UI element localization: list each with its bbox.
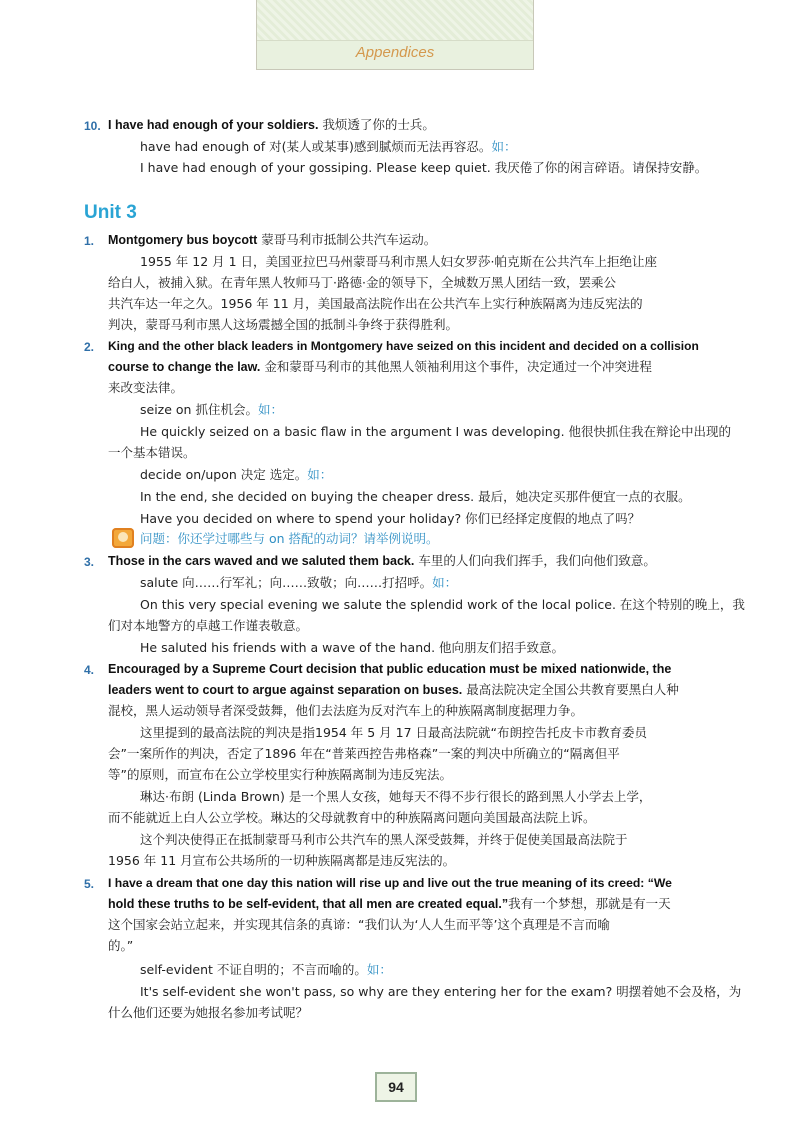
- item-lead: [108, 117, 435, 133]
- lead-english: Those in the cars waved and we saluted them back.: [108, 554, 415, 568]
- lead-english: King and the other black leaders in Montgomery have seized on this incident and decided on a collision: [108, 339, 699, 353]
- body-line: 会”一案所作的判决，否定了1896 年在“普莱西控告弗格森”一案的判决中所确立的“隔离但平: [108, 746, 620, 761]
- item-number: 10.: [84, 119, 101, 133]
- example-line: In the end, she decided on buying the cheaper dress. 最后，她决定买那件便宜一点的衣服。: [140, 489, 691, 504]
- body-line: 而不能就近上白人公立学校。琳达的父母就教育中的种族隔离问题向美国最高法院上诉。: [108, 810, 596, 825]
- question-text: 问题：你还学过哪些与 on 搭配的动词？请举例说明。: [140, 531, 439, 546]
- phrase-line: [140, 402, 283, 418]
- example-marker: 如：: [432, 575, 458, 590]
- item-number: 4.: [84, 663, 95, 677]
- example-marker: 如：: [307, 467, 333, 482]
- item-lead: [108, 682, 679, 698]
- page-header-box: [256, 0, 534, 70]
- section-label: Appendices: [355, 44, 435, 61]
- item-number: 3.: [84, 555, 95, 569]
- body-line: 判决，蒙哥马利市黑人这场震撼全国的抵制斗争终于获得胜利。: [108, 317, 459, 332]
- lead-chinese: 来改变法律。: [108, 380, 184, 395]
- item-lead: [108, 232, 436, 248]
- lead-english: Encouraged by a Supreme Court decision that public education must be mixed nationwide, the: [108, 662, 672, 676]
- example-line: Have you decided on where to spend your holiday? 你们已经择定度假的地点了吗？: [140, 511, 641, 526]
- body-line: 这里提到的最高法院的判决是指1954 年 5 月 17 日最高法院就“布朗控告托皮卡市教育委员: [140, 725, 648, 740]
- example-line: It's self-evident she won't pass, so why are they entering her for the exam? 明摆着她不会及格，为: [140, 984, 742, 999]
- item-lead: [108, 359, 652, 375]
- phrase-line: [140, 467, 332, 483]
- phrase-text: seize on 抓住机会。: [140, 402, 258, 417]
- lead-english: hold these truths to be self-evident, that all men are created equal.”: [108, 897, 509, 911]
- lead-chinese: 最高法院决定全国公共教育要黑白人种: [462, 682, 679, 697]
- lead-english: leaders went to court to argue against separation on buses.: [108, 683, 463, 697]
- phrase-text: salute 向……行军礼；向……致敬；向……打招呼。: [140, 575, 433, 590]
- body-line: 琳达·布朗 (Linda Brown) 是一个黑人女孩，她每天不得不步行很长的路到黑人小学去上学，: [140, 789, 652, 804]
- header-decoration: [257, 0, 533, 41]
- phrase-text: have had enough of 对(某人或某事)感到腻烦而无法再容忍。: [140, 139, 492, 154]
- lead-english: I have a dream that one day this nation will rise up and live out the true meaning of its creed: “We: [108, 876, 672, 890]
- lead-chinese: 的。”: [108, 938, 134, 953]
- example-line: On this very special evening we salute the splendid work of the local police. 在这个特别的晚上，我: [140, 597, 745, 612]
- example-line: 们对本地警方的卓越工作谨表敬意。: [108, 618, 309, 633]
- phrase-line: [140, 139, 516, 155]
- lead-english: course to change the law.: [108, 360, 261, 374]
- example-line: He saluted his friends with a wave of the hand. 他向朋友们招手致意。: [140, 640, 565, 655]
- example-marker: 如：: [257, 402, 283, 417]
- body-line: 共汽车达一年之久。1956 年 11 月，美国最高法院作出在公共汽车上实行种族隔离为违反宪法的: [108, 296, 643, 311]
- unit-title: Unit 3: [84, 202, 137, 223]
- lead-chinese: 蒙哥马利市抵制公共汽车运动。: [257, 232, 437, 247]
- page-number: 94: [375, 1072, 417, 1102]
- item-number: 5.: [84, 877, 95, 891]
- example-line: He quickly seized on a basic flaw in the argument I was developing. 他很快抓住我在辩论中出现的: [140, 424, 732, 439]
- lead-chinese: 这个国家会站立起来，并实现其信条的真谛：“我们认为‘人人生而平等’这个真理是不言而喻: [108, 917, 610, 932]
- item-lead: [108, 896, 671, 912]
- example-marker: 如：: [491, 139, 517, 154]
- body-line: 给白人，被捕入狱。在青年黑人牧师马丁·路德·金的领导下，全城数万黑人团结一致，罢乘公: [108, 275, 616, 290]
- item-number: 2.: [84, 340, 95, 354]
- item-lead: [108, 553, 656, 569]
- item-number: 1.: [84, 234, 95, 248]
- lead-chinese: 混校，黑人运动领导者深受鼓舞，他们去法庭为反对汽车上的种族隔离制度据理力争。: [108, 703, 584, 718]
- lead-chinese: 我有一个梦想，那就是有一天: [508, 896, 671, 911]
- phrase-text: decide on/upon 决定 选定。: [140, 467, 308, 482]
- example-marker: 如：: [366, 962, 392, 977]
- question-icon: [112, 528, 134, 548]
- lead-chinese: 车里的人们向我们挥手，我们向他们致意。: [414, 553, 656, 568]
- phrase-text: self-evident 不证自明的；不言而喻的。: [140, 962, 367, 977]
- lead-chinese: 金和蒙哥马利市的其他黑人领袖利用这个事件，决定通过一个冲突进程: [260, 359, 652, 374]
- lead-english: I have had enough of your soldiers.: [108, 118, 319, 132]
- body-line: 这个判决使得正在抵制蒙哥马利市公共汽车的黑人深受鼓舞，并终于促使美国最高法院于: [140, 832, 628, 847]
- lead-english: Montgomery bus boycott: [108, 233, 258, 247]
- example-line: 什么他们还要为她报名参加考试呢？: [108, 1005, 309, 1020]
- body-line: 1955 年 12 月 1 日，美国亚拉巴马州蒙哥马利市黑人妇女罗莎·帕克斯在公共汽车上拒绝让座: [140, 254, 658, 269]
- phrase-line: [140, 962, 392, 978]
- example-line: 一个基本错误。: [108, 445, 196, 460]
- lead-chinese: 我烦透了你的士兵。: [318, 117, 435, 132]
- example-line: I have had enough of your gossiping. Please keep quiet. 我厌倦了你的闲言碎语。请保持安静。: [140, 160, 708, 175]
- body-line: 1956 年 11 月宣布公共场所的一切种族隔离都是违反宪法的。: [108, 853, 456, 868]
- phrase-line: [140, 575, 457, 591]
- body-line: 等”的原则，而宣布在公立学校里实行种族隔离制为违反宪法。: [108, 767, 452, 782]
